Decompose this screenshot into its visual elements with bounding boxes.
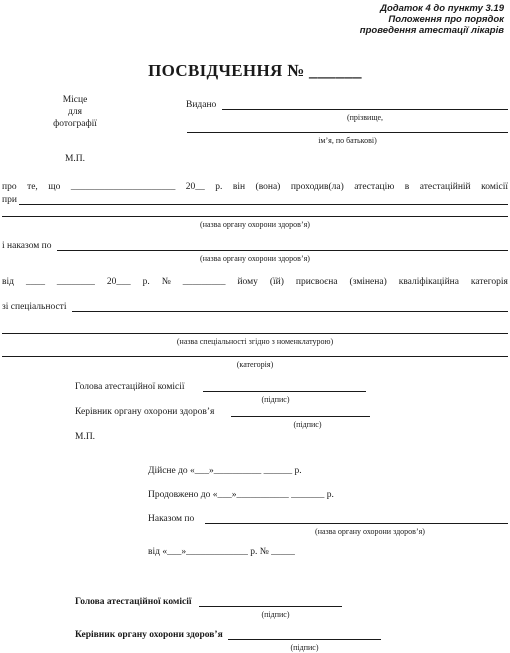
category-word: категорія	[470, 277, 508, 287]
category-word: (змінена)	[349, 277, 387, 287]
valid-until-line: Дійсне до «___»__________ ______ р.	[148, 466, 302, 476]
category-word: присвоєна	[295, 277, 338, 287]
extended-until-line: Продовжено до «___»___________ _______ р.	[148, 490, 334, 500]
signature-stamp-mark: М.П.	[75, 432, 96, 442]
validity-order-line	[205, 523, 508, 524]
category-word: йому	[237, 277, 258, 287]
regulation-subject: проведення атестації лікарів	[359, 25, 504, 36]
order-org-caption: (назва органу охорони здоров’я)	[200, 254, 310, 263]
category-word: р.	[142, 277, 150, 287]
bottom-health-head-label: Керівник органу охорони здоров’я	[75, 630, 223, 640]
photo-stamp-mark: М.П.	[64, 154, 86, 164]
attestation-word: р.	[215, 182, 223, 192]
bottom-health-head-signature-line	[228, 639, 381, 640]
bottom-chairman-signature-line	[199, 606, 342, 607]
category-blank: ____	[25, 277, 45, 287]
attestation-org-line-2	[2, 216, 508, 217]
category-statement	[2, 278, 508, 288]
attestation-date-blank: ______________________	[70, 182, 176, 192]
attestation-word: (вона)	[255, 182, 281, 192]
attestation-word: атестаційній	[419, 182, 471, 192]
attestation-year: 20__	[185, 182, 205, 192]
speciality-line-2	[2, 333, 508, 334]
category-line	[2, 356, 508, 357]
attestation-word: що	[48, 182, 61, 192]
bottom-chairman-label: Голова атестаційної комісії	[75, 597, 192, 607]
regulation-reference: Положення про порядок	[388, 14, 504, 25]
attestation-word: атестацію	[354, 182, 395, 192]
health-head-signature-line	[231, 416, 370, 417]
name-caption: ім’я, по батькові)	[318, 136, 377, 145]
category-caption: (категорія)	[236, 360, 274, 369]
order-org-line	[57, 250, 508, 251]
category-blank: _________	[182, 277, 226, 287]
attestation-word: він	[232, 182, 246, 192]
bottom-health-head-signature-caption: (підпис)	[290, 643, 319, 652]
name-line	[187, 132, 508, 133]
document-title: ПОСВІДЧЕННЯ № ______	[148, 61, 362, 80]
photo-place-label-photo: фотографії	[53, 119, 97, 129]
attestation-word: те,	[27, 182, 38, 192]
surname-line	[222, 109, 508, 110]
bottom-chairman-signature-caption: (підпис)	[261, 610, 290, 619]
surname-caption: (прізвище,	[346, 113, 384, 122]
category-word: кваліфікаційна	[398, 277, 459, 287]
appendix-reference: Додаток 4 до пункту 3.19	[380, 3, 504, 14]
attestation-at-label: при	[2, 195, 17, 205]
issued-label: Видано	[186, 100, 217, 110]
attestation-word: про	[2, 182, 17, 192]
photo-place-label: Місце	[62, 95, 88, 105]
attestation-statement	[2, 183, 508, 193]
attestation-org-line	[19, 204, 508, 205]
category-year: 20___	[106, 277, 131, 287]
category-word: (їй)	[269, 277, 284, 287]
validity-order-caption: (назва органу охорони здоров’я)	[315, 527, 425, 536]
health-head-label: Керівник органу охорони здоров’я	[75, 407, 215, 417]
chairman-signature-line	[203, 391, 366, 392]
attestation-org-caption: (назва органу охорони здоров’я)	[200, 220, 310, 229]
validity-from-line: від «___»_____________ р. № _____	[148, 547, 295, 557]
speciality-caption: (назва спеціальності згідно з номенклатурою)	[176, 337, 334, 346]
speciality-line	[72, 311, 508, 312]
order-label: і наказом по	[2, 241, 52, 251]
category-blank: ________	[56, 277, 95, 287]
attestation-word: проходив(ла)	[290, 182, 344, 192]
category-word: №	[161, 277, 171, 287]
attestation-word: комісії	[481, 182, 508, 192]
category-word: від	[2, 277, 14, 287]
attestation-word: в	[404, 182, 410, 192]
health-head-signature-caption: (підпис)	[293, 420, 322, 429]
validity-order-label: Наказом по	[148, 514, 195, 524]
chairman-label: Голова атестаційної комісії	[75, 382, 185, 392]
chairman-signature-caption: (підпис)	[261, 395, 290, 404]
photo-place-label-for: для	[68, 107, 82, 117]
speciality-label: зі спеціальності	[2, 302, 67, 312]
